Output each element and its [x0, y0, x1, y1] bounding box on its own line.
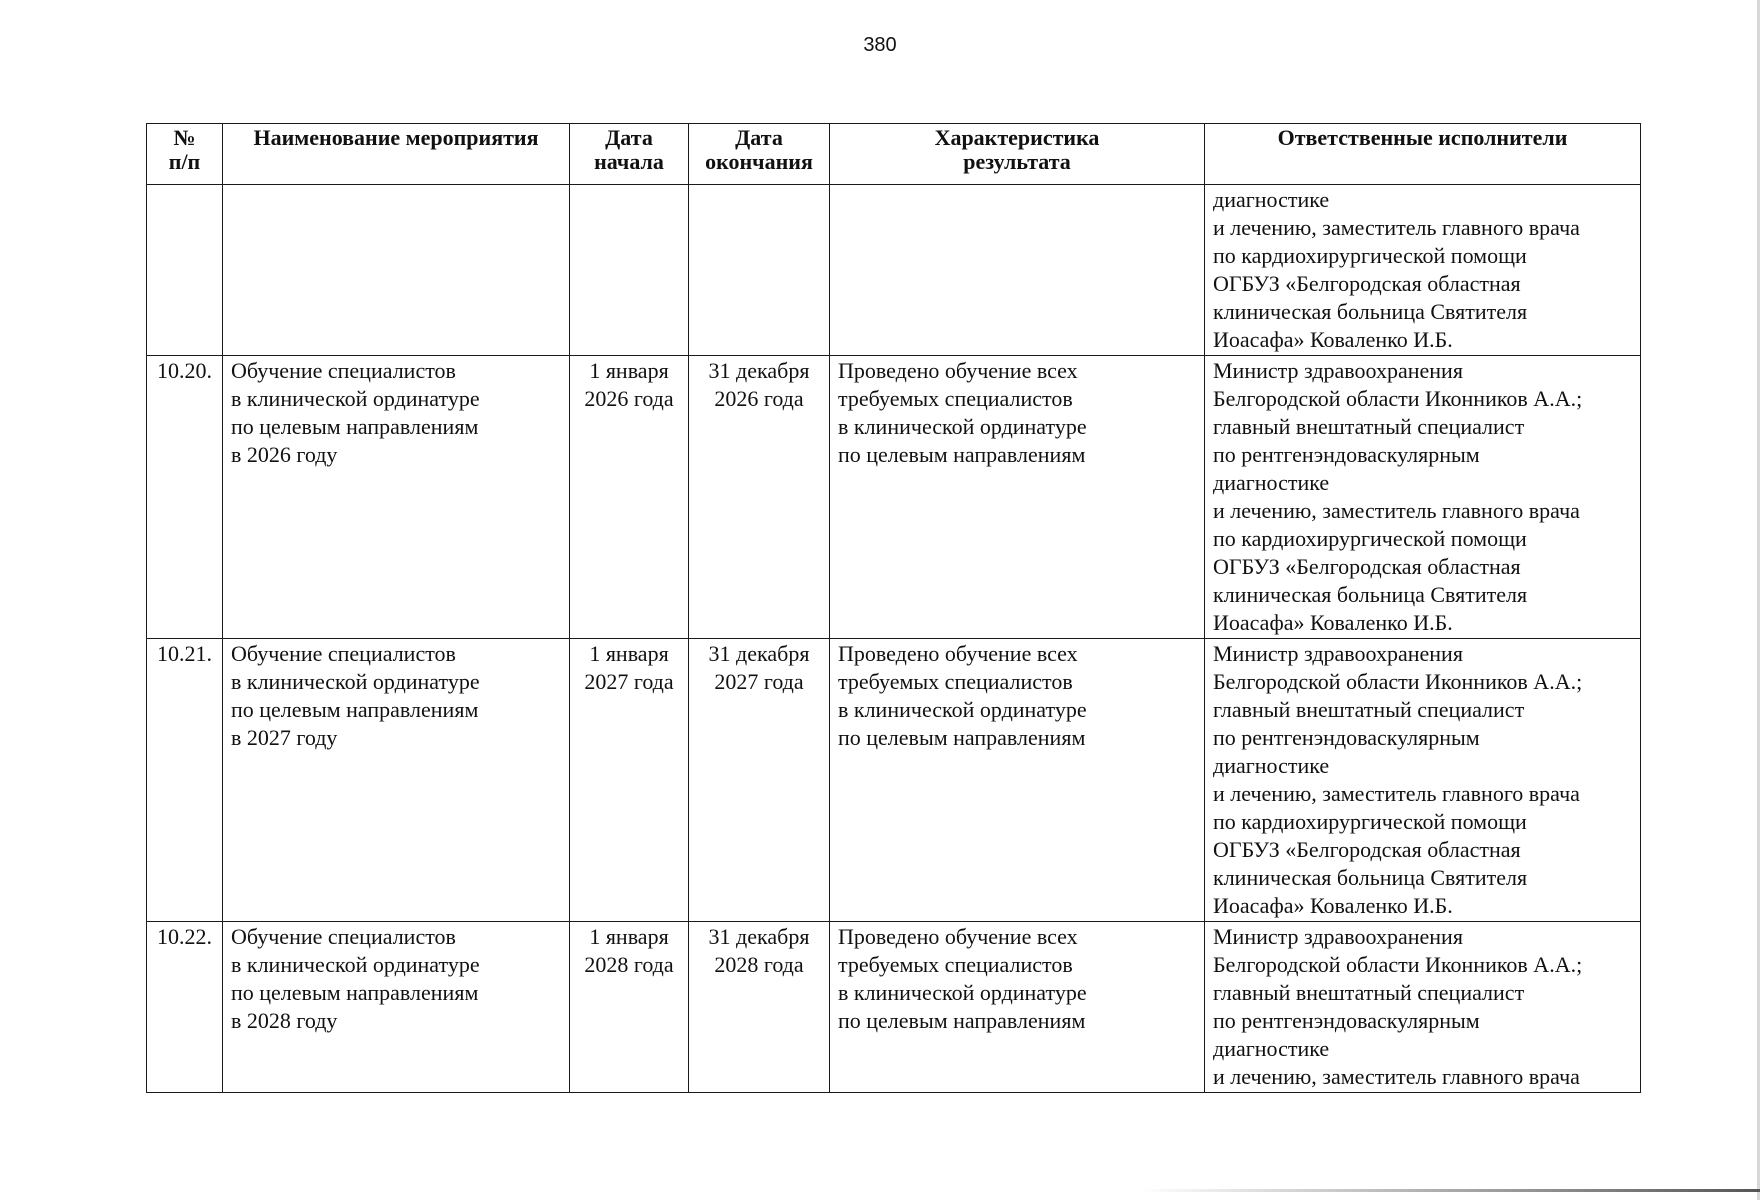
header-end-date: Дата окончания — [689, 124, 830, 185]
cell-responsible: Министр здравоохранения Белгородской области Иконников А.А.; главный внештатный специалист по рентгенэндоваскулярным диагностике и лечению, заместитель главного врача по кардиохирургической помощи ОГБУЗ «Белгородская областная клиническая больница Святителя Иоасафа» Коваленко И.Б. — [1205, 356, 1641, 639]
cell-num: 10.21. — [147, 639, 223, 922]
activities-table — [146, 123, 1641, 1093]
cell-end-date: 31 декабря 2028 года — [689, 922, 830, 1093]
cell-start-date — [570, 185, 689, 356]
cell-end-date — [689, 185, 830, 356]
cell-end-date: 31 декабря 2026 года — [689, 356, 830, 639]
cell-end-date: 31 декабря 2027 года — [689, 639, 830, 922]
cell-result: Проведено обучение всех требуемых специалистов в клинической ординатуре по целевым направлениям — [830, 639, 1205, 922]
cell-result: Проведено обучение всех требуемых специалистов в клинической ординатуре по целевым направлениям — [830, 356, 1205, 639]
cell-name: Обучение специалистов в клинической ординатуре по целевым направлениям в 2026 году — [223, 356, 570, 639]
cell-responsible: Министр здравоохранения Белгородской области Иконников А.А.; главный внештатный специалист по рентгенэндоваскулярным диагностике и лечению, заместитель главного врача — [1205, 922, 1641, 1093]
page-number: 380 — [863, 34, 897, 56]
cell-result — [830, 185, 1205, 356]
cell-num: 10.20. — [147, 356, 223, 639]
cell-responsible: диагностике и лечению, заместитель главного врача по кардиохирургической помощи ОГБУЗ «Белгородская областная клиническая больница Святителя Иоасафа» Коваленко И.Б. — [1205, 185, 1641, 356]
header-name: Наименование мероприятия — [223, 124, 570, 185]
header-result: Характеристика результата — [830, 124, 1205, 185]
table-row-continuation — [147, 185, 1641, 356]
table-row — [147, 639, 1641, 922]
cell-start-date: 1 января 2026 года — [570, 356, 689, 639]
cell-name — [223, 185, 570, 356]
table-header-row — [147, 124, 1641, 185]
cell-start-date: 1 января 2027 года — [570, 639, 689, 922]
header-start-date: Дата начала — [570, 124, 689, 185]
cell-result: Проведено обучение всех требуемых специалистов в клинической ординатуре по целевым направлениям — [830, 922, 1205, 1093]
table-row — [147, 922, 1641, 1093]
scan-bottom-edge — [1140, 1189, 1760, 1192]
cell-name: Обучение специалистов в клинической ординатуре по целевым направлениям в 2028 году — [223, 922, 570, 1093]
header-responsible: Ответственные исполнители — [1205, 124, 1641, 185]
cell-num: 10.22. — [147, 922, 223, 1093]
header-num: № п/п — [147, 124, 223, 185]
cell-num — [147, 185, 223, 356]
cell-name: Обучение специалистов в клинической ординатуре по целевым направлениям в 2027 году — [223, 639, 570, 922]
cell-start-date: 1 января 2028 года — [570, 922, 689, 1093]
table-row — [147, 356, 1641, 639]
cell-responsible: Министр здравоохранения Белгородской области Иконников А.А.; главный внештатный специалист по рентгенэндоваскулярным диагностике и лечению, заместитель главного врача по кардиохирургической помощи ОГБУЗ «Белгородская областная клиническая больница Святителя Иоасафа» Коваленко И.Б. — [1205, 639, 1641, 922]
